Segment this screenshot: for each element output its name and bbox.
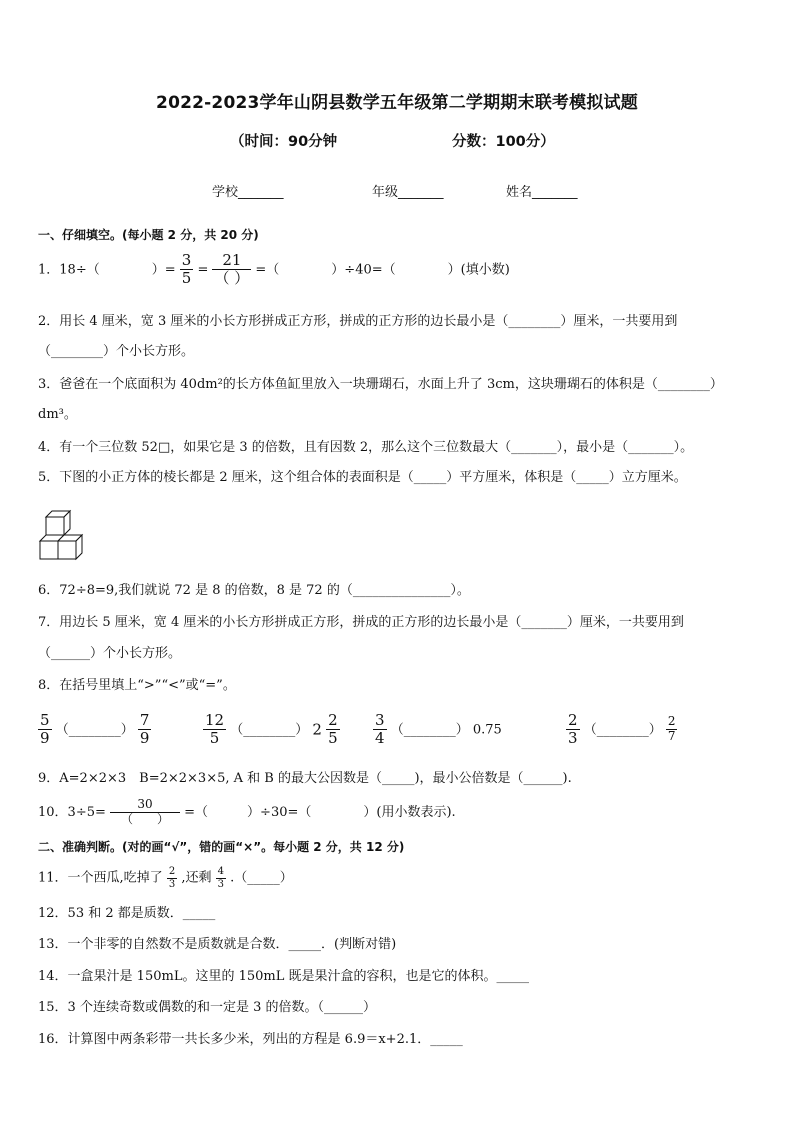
q1-suffix: =（ ）÷40=（ ）(填小数) xyxy=(255,262,510,278)
q11-prefix: 11．一个西瓜,吃掉了 xyxy=(38,870,163,886)
q8-a-den: 9 xyxy=(40,729,50,748)
q8-c-den: 4 xyxy=(375,729,385,748)
q8-b2-num: 2 xyxy=(328,711,338,729)
q8-d-num: 2 xyxy=(568,711,578,729)
question-11 xyxy=(38,866,293,890)
q8-d-fraction-right xyxy=(666,715,678,744)
q1-f2-numerator: 21 xyxy=(212,252,251,270)
question-15: 15．3 个连续奇数或偶数的和一定是 3 的倍数。（______） xyxy=(38,1000,376,1015)
q11-fraction-1 xyxy=(167,866,177,890)
q1-fraction-1 xyxy=(180,252,194,288)
question-7-line-2: （______）个小长方形。 xyxy=(38,646,182,661)
question-5: 5．下图的小正方体的棱长都是 2 厘米，这个组合体的表面积是（_____）平方厘米，体积是（_____）立方厘米。 xyxy=(38,470,687,485)
question-8: 8．在括号里填上“>”“<”或“=”。 xyxy=(38,678,236,693)
q11-f2-den: 3 xyxy=(217,878,224,890)
q11-suffix: .（_____） xyxy=(230,870,293,886)
question-14: 14．一盒果汁是 150mL。这里的 150mL 既是果汁盒的容积，也是它的体积。_____ xyxy=(38,969,529,984)
question-16: 16．计算图中两条彩带一共长多少米，列出的方程是 6.9＝x+2.1．_____ xyxy=(38,1032,463,1047)
name-field: 姓名_______ xyxy=(506,185,578,200)
q11-mid: ,还剩 xyxy=(181,870,212,886)
q8-a-fraction-left xyxy=(38,712,52,748)
q8-b-fraction-left xyxy=(203,712,226,748)
q8-item-a xyxy=(38,712,151,748)
question-7-line-1: 7．用边长 5 厘米，宽 4 厘米的小长方形拼成正方形，拼成的正方形的边长最小是（_______）厘米，一共要用到 xyxy=(38,615,684,630)
section-1-heading: 一、仔细填空。(每小题 2 分，共 20 分) xyxy=(38,228,259,242)
q8-a-blank[interactable]: （________） xyxy=(55,722,134,738)
q10-denominator: （ ） xyxy=(121,811,170,826)
q1-f2-denominator: （ ） xyxy=(214,269,250,288)
q8-b-num: 12 xyxy=(205,711,225,729)
q8-a-fraction-right xyxy=(138,712,152,748)
exam-time: （时间：90分钟 xyxy=(230,134,338,150)
q10-fraction xyxy=(110,798,180,827)
q8-item-d xyxy=(566,712,677,748)
school-field: 学校_______ xyxy=(212,185,284,200)
q8-b-blank[interactable]: （________） xyxy=(230,722,309,738)
q8-d2-den: 7 xyxy=(667,729,676,744)
q8-b-whole: 2 xyxy=(312,720,322,739)
question-12: 12．53 和 2 都是质数．_____ xyxy=(38,906,216,921)
q8-item-b xyxy=(203,712,340,748)
question-2-line-1: 2．用长 4 厘米，宽 3 厘米的小长方形拼成正方形，拼成的正方形的边长最小是（________）厘米，一共要用到 xyxy=(38,314,678,329)
q1-equals: = xyxy=(197,262,209,278)
question-6: 6．72÷8=9,我们就说 72 是 8 的倍数，8 是 72 的（_______________）。 xyxy=(38,583,470,598)
question-2-line-2: （________）个小长方形。 xyxy=(38,344,195,359)
question-3-line-1: 3．爸爸在一个底面积为 40dm²的长方体鱼缸里放入一块珊瑚石，水面上升了 3cm，这块珊瑚石的体积是（________） xyxy=(38,377,723,392)
question-1 xyxy=(38,252,510,288)
q11-f1-num: 2 xyxy=(168,866,176,877)
question-13: 13．一个非零的自然数不是质数就是合数．_____．(判断对错) xyxy=(38,937,397,952)
q11-f2-num: 4 xyxy=(217,866,224,877)
q8-d2-num: 2 xyxy=(667,714,676,729)
q11-f1-den: 3 xyxy=(168,878,176,890)
q1-fraction-2 xyxy=(212,252,251,288)
q1-prefix: 1．18÷（ ）= xyxy=(38,262,176,278)
q8-c-value: 0.75 xyxy=(472,722,502,738)
q8-a2-num: 7 xyxy=(139,711,150,729)
page-title: 2022-2023学年山阴县数学五年级第二学期期末联考模拟试题 xyxy=(156,93,638,113)
q8-item-c xyxy=(373,712,502,748)
q8-a2-den: 9 xyxy=(139,729,150,748)
question-9: 9．A=2×2×3 B=2×2×3×5, A 和 B 的最大公因数是（_____)，最小公倍数是（______). xyxy=(38,771,572,786)
q8-a-num: 5 xyxy=(40,711,50,729)
q8-b2-den: 5 xyxy=(328,729,338,748)
q8-d-den: 3 xyxy=(568,729,578,748)
q1-f1-denominator: 5 xyxy=(181,269,192,288)
q10-suffix: =（ ）÷30=（ ）(用小数表示). xyxy=(184,804,456,820)
q8-c-blank[interactable]: （________） xyxy=(390,722,469,738)
grade-field: 年级_______ xyxy=(372,185,444,200)
q11-fraction-2 xyxy=(216,866,226,890)
question-4: 4．有一个三位数 52□，如果它是 3 的倍数，且有因数 2，那么这个三位数最大（_______），最小是（_______）。 xyxy=(38,440,694,455)
q8-d-fraction-left xyxy=(566,712,580,748)
question-3-line-2: dm³。 xyxy=(38,407,77,422)
q10-prefix: 10．3÷5= xyxy=(38,804,106,820)
q8-c-num: 3 xyxy=(375,711,385,729)
q8-b-fraction-right xyxy=(326,712,340,748)
question-10 xyxy=(38,798,456,827)
q10-numerator: 30 xyxy=(110,798,180,813)
q8-d-blank[interactable]: （________） xyxy=(583,722,662,738)
cubes-figure xyxy=(36,505,100,563)
exam-score: 分数：100分） xyxy=(452,134,555,150)
section-2-heading: 二、准确判断。(对的画“√”，错的画“×”。每小题 2 分，共 12 分) xyxy=(38,840,405,854)
q1-f1-numerator: 3 xyxy=(181,251,192,269)
q8-c-fraction xyxy=(373,712,387,748)
q8-b-den: 5 xyxy=(209,729,220,748)
